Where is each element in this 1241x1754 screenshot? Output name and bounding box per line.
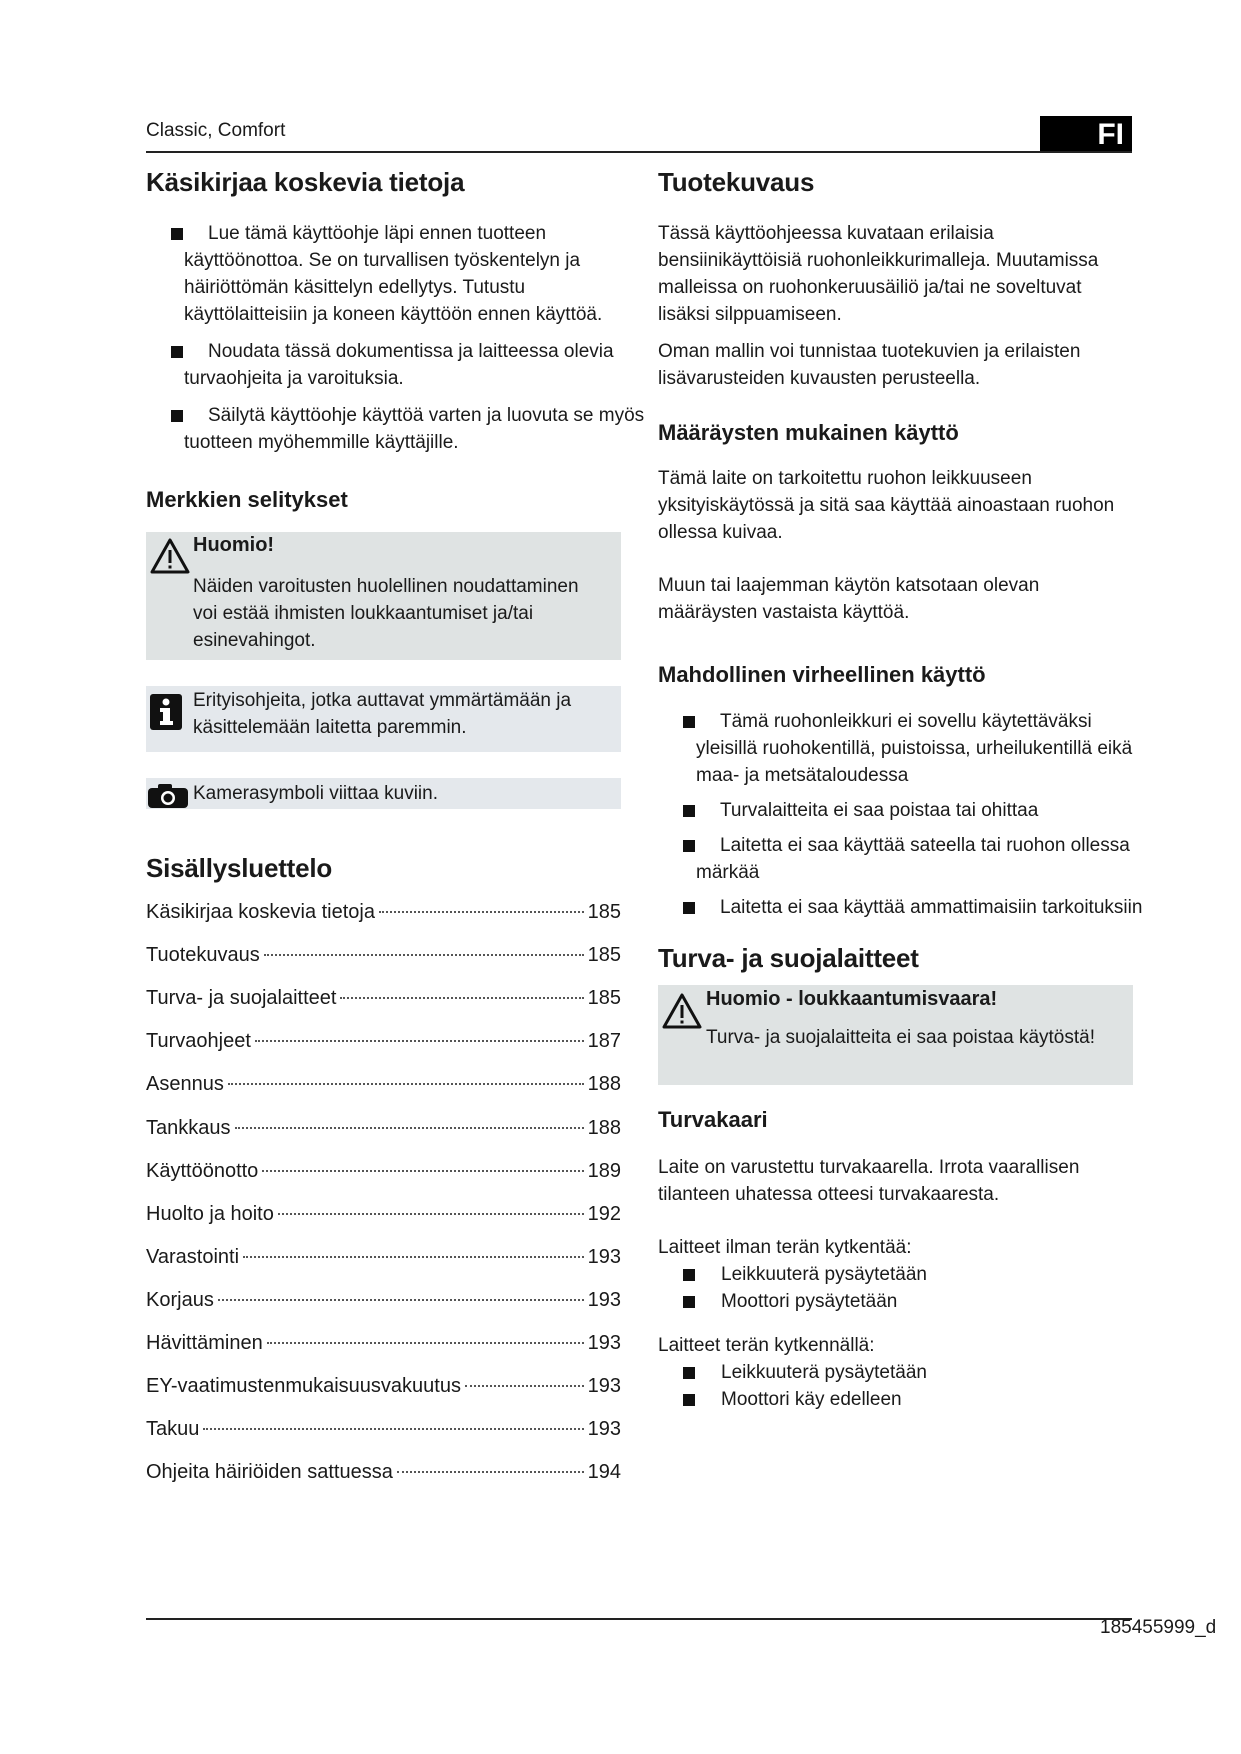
list-item: Lue tämä käyttöohje läpi ennen tuotteen käyttöönottoa. Se on turvallisen työskentelyn ja häiriöttömän käsittelyn edellytys. Tutustu käyttölaitteisiin ja koneen käyttöön ennen käyttöä.	[146, 220, 646, 328]
safety-warning-text: Turva- ja suojalaitteita ei saa poistaa käytöstä!	[706, 1027, 1095, 1048]
toc-entry-page: 185	[587, 944, 621, 967]
camera-icon	[148, 784, 188, 808]
toc-entry-title: Ohjeita häiriöiden sattuessa	[146, 1461, 393, 1484]
bullet-square-icon	[683, 1394, 695, 1406]
bullet-square-icon	[683, 1367, 695, 1379]
list-item: Laitetta ei saa käyttää sateella tai ruohon ollessa märkää	[658, 832, 1148, 886]
intended-use-heading: Määräysten mukainen käyttö	[658, 420, 959, 445]
toc-entry[interactable]	[146, 987, 621, 1017]
toc-entry-page: 188	[587, 1073, 621, 1096]
without-clutch-list	[658, 1261, 1058, 1315]
with-clutch-list	[658, 1359, 1058, 1413]
toc-leader-dots	[218, 1299, 584, 1301]
toc-entry-page: 193	[587, 1245, 621, 1268]
toc-entry[interactable]	[146, 1461, 621, 1491]
toc-entry-page: 193	[587, 1288, 621, 1311]
document-code: 185455999_d	[1100, 1617, 1217, 1638]
info-icon	[150, 694, 182, 730]
warning-triangle-icon	[662, 993, 702, 1029]
warning-text: Näiden varoitusten huolellinen noudattaminen voi estää ihmisten loukkaantumiset ja/tai esinevahingot.	[193, 576, 579, 651]
toc-entry-page: 188	[587, 1116, 621, 1139]
table-of-contents	[146, 901, 621, 1484]
toc-entry-title: Huolto ja hoito	[146, 1202, 274, 1225]
toc-leader-dots	[264, 954, 584, 956]
list-item: Leikkuuterä pysäytetään	[658, 1359, 1058, 1386]
toc-entry-title: Takuu	[146, 1418, 200, 1441]
bullet-square-icon	[683, 1269, 695, 1281]
bullet-square-icon	[683, 805, 695, 817]
toc-entry[interactable]	[146, 1117, 621, 1147]
warning-box	[146, 532, 621, 660]
bullet-square-icon	[171, 410, 183, 422]
toc-entry-title: Korjaus	[146, 1288, 214, 1311]
intended-use-paragraph-2: Muun tai laajemman käytön katsotaan olevan määräysten vastaista käyttöä.	[658, 575, 1040, 623]
toc-entry[interactable]	[146, 1289, 621, 1319]
toc-entry-page: 185	[587, 987, 621, 1010]
toc-leader-dots	[203, 1428, 583, 1430]
toc-leader-dots	[255, 1040, 584, 1042]
list-item: Noudata tässä dokumentissa ja laitteessa olevia turvaohjeita ja varoituksia.	[146, 338, 646, 392]
list-item: Moottori pysäytetään	[658, 1288, 1058, 1315]
list-item: Laitetta ei saa käyttää ammattimaisiin tarkoituksiin	[658, 894, 1148, 921]
toc-entry-page: 193	[587, 1332, 621, 1354]
toc-leader-dots	[379, 911, 584, 913]
camera-box	[146, 778, 621, 809]
safety-warning-title: Huomio - loukkaantumisvaara!	[706, 988, 998, 1010]
toc-entry-page: 187	[587, 1030, 621, 1053]
warning-title: Huomio!	[193, 534, 275, 556]
toc-entry-title: Turva- ja suojalaitteet	[146, 987, 337, 1010]
toc-entry[interactable]	[146, 901, 621, 931]
bullet-square-icon	[683, 1296, 695, 1308]
list-item: Säilytä käyttöohje käyttöä varten ja luovuta se myös tuotteen myöhemmille käyttäjille.	[146, 402, 646, 456]
language-badge: FI	[1040, 116, 1132, 153]
running-header: Classic, Comfort	[146, 120, 286, 141]
info-text: Erityisohjeita, jotka auttavat ymmärtämään ja käsittelemään laitetta paremmin.	[193, 690, 572, 738]
list-item: Tämä ruohonleikkuri ei sovellu käytettäväksi yleisillä ruohokentillä, puistoissa, urheilukentillä eikä maa- ja metsätaloudessa	[658, 708, 1148, 789]
list-item: Turvalaitteita ei saa poistaa tai ohittaa	[658, 797, 1148, 824]
toc-entry[interactable]	[146, 1073, 621, 1103]
product-paragraph-1: Tässä käyttöohjeessa kuvataan erilaisia bensiinikäyttöisiä ruohonleikkurimalleja. Muutamissa malleissa on ruohonkeruusäiliö ja/tai ne soveltuvat lisäksi silppuamiseen.	[658, 223, 1099, 325]
camera-text: Kamerasymboli viittaa kuviin.	[193, 783, 438, 804]
toc-entry-page: 193	[587, 1375, 621, 1398]
toc-leader-dots	[228, 1083, 584, 1085]
toc-entry[interactable]	[146, 1246, 621, 1276]
safety-warning-box	[658, 985, 1133, 1085]
toc-entry-title: Tuotekuvaus	[146, 944, 260, 967]
toc-entry-page: 193	[587, 1418, 621, 1441]
toc-entry-title: Turvaohjeet	[146, 1030, 251, 1053]
manual-info-heading: Käsikirjaa koskevia tietoja	[146, 167, 465, 197]
with-clutch-label: Laitteet terän kytkennällä:	[658, 1335, 875, 1356]
safety-bar-paragraph: Laite on varustettu turvakaarella. Irrota vaarallisen tilanteen uhatessa otteesi turvakaaresta.	[658, 1157, 1080, 1205]
toc-entry[interactable]	[146, 1160, 621, 1190]
toc-entry[interactable]	[146, 944, 621, 974]
toc-entry-title: Käyttöönotto	[146, 1159, 259, 1182]
toc-leader-dots	[267, 1342, 584, 1344]
toc-leader-dots	[262, 1170, 583, 1172]
bullet-square-icon	[171, 228, 183, 240]
intended-use-paragraph-1: Tämä laite on tarkoitettu ruohon leikkuuseen yksityiskäytössä ja sitä saa käyttää ainoastaan ruohon ollessa kuivaa.	[658, 468, 1115, 543]
symbols-heading: Merkkien selitykset	[146, 487, 348, 512]
toc-leader-dots	[340, 997, 583, 999]
toc-leader-dots	[235, 1127, 584, 1129]
toc-entry-page: 192	[587, 1202, 621, 1225]
toc-leader-dots	[397, 1471, 584, 1473]
toc-entry-title: Tankkaus	[146, 1116, 231, 1139]
toc-entry-title: Asennus	[146, 1073, 224, 1096]
bullet-square-icon	[171, 346, 183, 358]
toc-entry-page: 185	[587, 901, 621, 923]
toc-entry-title: Hävittäminen	[146, 1332, 263, 1354]
bullet-square-icon	[683, 716, 695, 728]
header-divider	[146, 151, 1132, 153]
toc-leader-dots	[278, 1213, 584, 1215]
toc-entry[interactable]	[146, 1375, 621, 1405]
bullet-square-icon	[683, 840, 695, 852]
toc-entry[interactable]	[146, 1332, 621, 1362]
product-heading: Tuotekuvaus	[658, 167, 815, 197]
toc-leader-dots	[243, 1256, 584, 1258]
misuse-list	[658, 708, 1148, 921]
toc-leader-dots	[465, 1385, 584, 1387]
list-item: Moottori käy edelleen	[658, 1386, 1058, 1413]
safety-bar-heading: Turvakaari	[658, 1107, 768, 1132]
list-item: Leikkuuterä pysäytetään	[658, 1261, 1058, 1288]
manual-info-bullets	[146, 220, 646, 456]
toc-entry[interactable]	[146, 1030, 621, 1060]
toc-entry-title: Käsikirjaa koskevia tietoja	[146, 901, 375, 923]
toc-entry-page: 194	[587, 1461, 621, 1484]
info-box	[146, 686, 621, 752]
misuse-heading: Mahdollinen virheellinen käyttö	[658, 662, 986, 687]
footer-divider	[146, 1618, 1132, 1620]
toc-entry-page: 189	[587, 1159, 621, 1182]
bullet-square-icon	[683, 902, 695, 914]
toc-entry[interactable]	[146, 1203, 621, 1233]
without-clutch-label: Laitteet ilman terän kytkentää:	[658, 1237, 912, 1258]
warning-triangle-icon	[150, 538, 190, 574]
toc-entry-title: Varastointi	[146, 1245, 240, 1268]
toc-entry-title: EY-vaatimustenmukaisuusvakuutus	[146, 1375, 461, 1398]
toc-entry[interactable]	[146, 1418, 621, 1448]
safety-devices-heading: Turva- ja suojalaitteet	[658, 943, 919, 973]
product-paragraph-2: Oman mallin voi tunnistaa tuotekuvien ja erilaisten lisävarusteiden kuvausten perusteella.	[658, 341, 1081, 389]
toc-heading: Sisällysluettelo	[146, 853, 333, 883]
